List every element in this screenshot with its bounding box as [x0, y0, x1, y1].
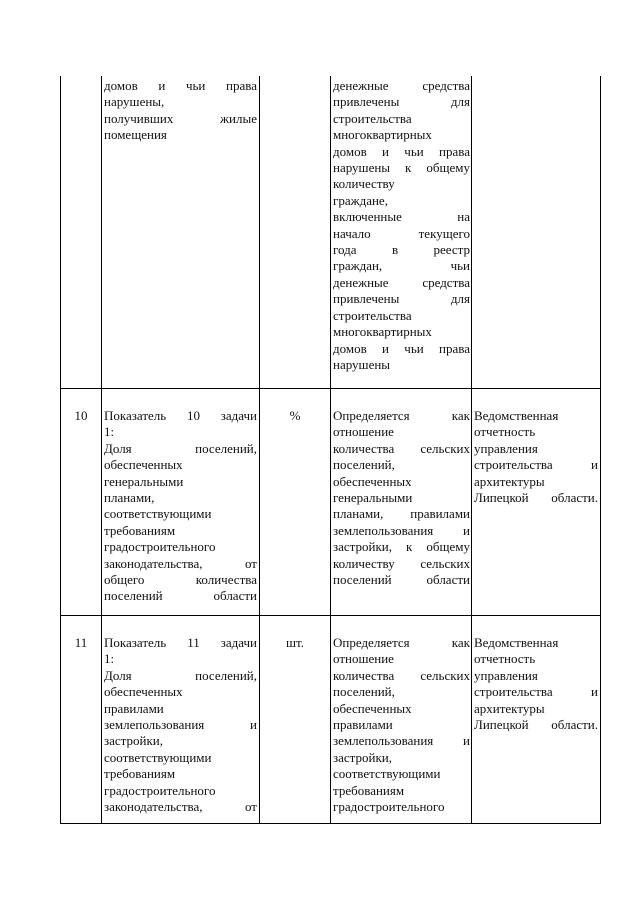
text-line: 1: — [104, 651, 115, 667]
text-line: нарушены к общему — [333, 160, 470, 176]
text-line: требованиям — [104, 766, 176, 782]
text-line: количества сельских — [333, 667, 470, 683]
text-line: нарушены — [333, 356, 391, 372]
text-line: строительства и — [474, 684, 598, 700]
indicator-name — [104, 408, 257, 605]
text-line: архитектуры — [474, 473, 545, 489]
text-line: поселений области — [333, 572, 470, 588]
text-line: правилами — [333, 717, 393, 733]
text-line: общего количества — [104, 572, 257, 588]
text-line: градостроительного — [104, 539, 216, 555]
data-source — [474, 408, 598, 506]
text-line: отношение — [333, 651, 394, 667]
text-line: домов и чьи права — [333, 143, 470, 159]
text-line: отношение — [333, 424, 394, 440]
text-line: правилами — [104, 700, 164, 716]
text-line: денежные средства — [333, 274, 470, 290]
text-line: поселений области — [104, 588, 257, 604]
calculation-method — [333, 408, 470, 588]
table-border-bottom — [60, 823, 601, 824]
text-line: Ведомственная — [474, 408, 559, 423]
text-line: отчетность — [474, 424, 536, 440]
text-line: градостроительного — [333, 799, 445, 815]
unit-of-measure: шт. — [286, 635, 304, 650]
text-line: управления — [474, 440, 538, 456]
table-border-col1 — [101, 76, 102, 824]
text-line: многоквартирных — [333, 127, 432, 143]
table-border-right — [600, 76, 601, 824]
text-line: управления — [474, 667, 538, 683]
row-number: 11 — [74, 635, 88, 650]
text-line: строительства и — [474, 457, 598, 473]
text-line: обеспеченных — [104, 457, 183, 473]
table-border-col3 — [330, 76, 331, 824]
unit-of-measure: % — [289, 408, 301, 423]
text-line: Доля поселений, — [104, 440, 257, 456]
text-line: домов и чьи права — [104, 78, 257, 93]
calculation-method — [333, 635, 470, 815]
text-line: Определяется как — [333, 635, 470, 650]
text-line: Показатель 11 задачи — [104, 635, 257, 650]
text-line: граждане, — [333, 192, 388, 208]
text-line: года в реестр — [333, 242, 470, 258]
text-line: привлечены для — [333, 94, 470, 110]
text-line: денежные средства — [333, 78, 470, 93]
text-line: количества сельских — [333, 440, 470, 456]
continued-row-calculation-method — [333, 78, 470, 373]
text-line: Определяется как — [333, 408, 470, 423]
text-line: землепользования и — [333, 522, 470, 538]
text-line: поселений, — [333, 457, 395, 473]
text-line: обеспеченных — [333, 473, 412, 489]
indicator-name — [104, 635, 257, 815]
text-line: количеству — [333, 176, 395, 192]
text-line: соответствующими — [333, 766, 441, 782]
text-line: получивших жилые — [104, 110, 257, 126]
text-line: Липецкой области. — [474, 490, 598, 506]
text-line: домов и чьи права — [333, 340, 470, 356]
text-line: планами, — [104, 490, 155, 506]
text-line: архитектуры — [474, 700, 545, 716]
text-line: генеральными — [104, 473, 184, 489]
text-line: землепользования и — [104, 717, 257, 733]
text-line: строительства — [333, 110, 412, 126]
table-border-col2 — [259, 76, 260, 824]
text-line: требованиям — [333, 782, 405, 798]
text-line: поселений, — [333, 684, 395, 700]
text-line: количеству сельских — [333, 555, 470, 571]
text-line: соответствующими — [104, 506, 212, 522]
text-line: нарушены, — [104, 94, 165, 110]
text-line: требованиям — [104, 522, 176, 538]
text-line: помещения — [104, 127, 167, 143]
table-border-col4 — [471, 76, 472, 824]
text-line: планами, правилами — [333, 506, 470, 522]
row-separator — [60, 388, 601, 389]
text-line: обеспеченных — [104, 684, 183, 700]
text-line: застройки, — [333, 749, 392, 765]
text-line: обеспеченных — [333, 700, 412, 716]
text-line: землепользования и — [333, 733, 470, 749]
text-line: строительства — [333, 307, 412, 323]
text-line: законодательства, от — [104, 799, 257, 815]
text-line: застройки, к общему — [333, 539, 470, 555]
text-line: Показатель 10 задачи — [104, 408, 257, 423]
text-line: включенные на — [333, 209, 470, 225]
text-line: Доля поселений, — [104, 667, 257, 683]
text-line: Ведомственная — [474, 635, 559, 650]
continued-row-indicator-name — [104, 78, 257, 144]
text-line: 1: — [104, 424, 115, 440]
text-line: граждан, чьи — [333, 258, 470, 274]
data-source — [474, 635, 598, 733]
table-border-left — [60, 76, 61, 824]
row-separator — [60, 615, 601, 616]
text-line: градостроительного — [104, 782, 216, 798]
text-line: застройки, — [104, 733, 163, 749]
text-line: генеральными — [333, 490, 413, 506]
text-line: соответствующими — [104, 749, 212, 765]
row-number: 10 — [74, 408, 88, 423]
text-line: многоквартирных — [333, 324, 432, 340]
text-line: законодательства, от — [104, 555, 257, 571]
text-line: отчетность — [474, 651, 536, 667]
text-line: начало текущего — [333, 225, 470, 241]
text-line: Липецкой области. — [474, 717, 598, 733]
text-line: привлечены для — [333, 291, 470, 307]
